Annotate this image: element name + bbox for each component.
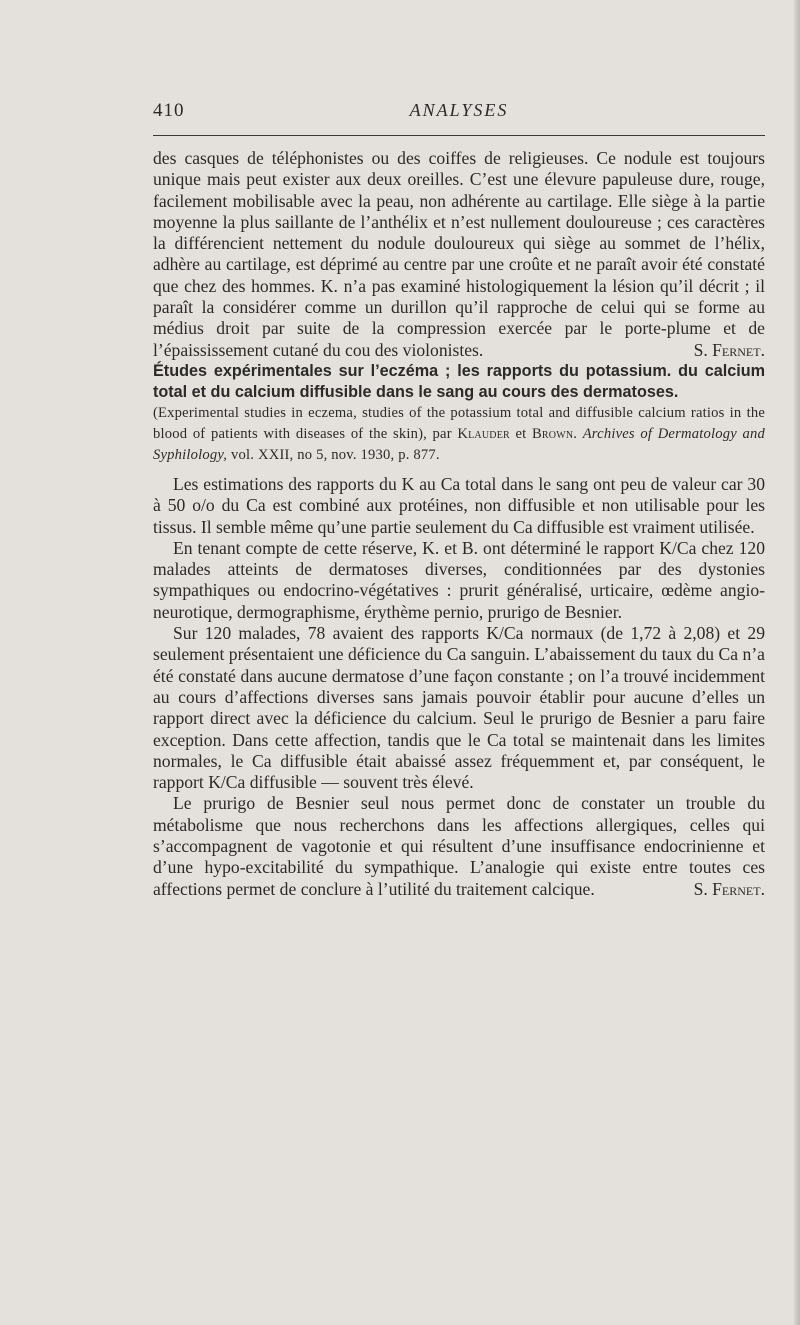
article-paragraph-4 [153, 793, 765, 899]
article-translation: (Experimental studies in eczema, studies of the potassium total and diffusible calcium ratios in the blood of patients with diseases of the skin), par [153, 404, 765, 442]
header-rule [153, 135, 765, 136]
page-number: 410 [153, 100, 185, 121]
page-header [153, 100, 765, 128]
article-paragraph-2: En tenant compte de cette réserve, K. et B. ont déterminé le rapport K/Ca chez 120 malades atteints de dermatoses diverses, conditionnées par des dystonies sympathiques ou endocrino-végétatives : prurit généralisé, urticaire, œdème angio-neurotique, dermographisme, érythème pernio, prurigo de Besnier. [153, 537, 765, 622]
page-body [153, 148, 765, 900]
page-edge [794, 0, 800, 1325]
running-head: ANALYSES [409, 100, 509, 120]
prev-article-signature: S. Fernet. [693, 339, 765, 360]
article-paragraph-3: Sur 120 malades, 78 avaient des rapports K/Ca normaux (de 1,72 à 2,08) et 29 seulement présentaient une déficience du Ca sanguin. L’abaissement du taux du Ca n’a été constaté dans aucune dermatose d’une façon constante ; on l’a trouvé incidemment au cours d’affections diverses sans jamais pouvoir établir pour aucune d’elles un rapport direct avec la déficience du calcium. Seul le prurigo de Besnier a paru faire exception. Dans cette affection, tandis que le Ca total se maintenait dans les limites normales, le Ca diffusible était abaissé assez fréquemment et, par conséquent, le rapport K/Ca diffusible — souvent très élevé. [153, 623, 765, 793]
author-1: Klauder [457, 425, 510, 442]
article-signature: S. Fernet. [693, 878, 765, 899]
article-paragraph-4-text: Le prurigo de Besnier seul nous permet donc de constater un trouble du métabolisme que nous recherchons dans les affections allergiques, celles qui s’accompagnent de vagotonie et qui résultent d’une insuffisance endocrinienne et d’une hypo-excitabilité du sympathique. L’analogie qui existe entre toutes ces affections permet de conclure à l’utilité du traitement calcique. [153, 793, 765, 899]
prev-article-paragraph [153, 148, 765, 361]
author-2: Brown. [531, 425, 578, 442]
article-reference [153, 403, 765, 466]
article-paragraph-1: Les estimations des rapports du K au Ca total dans le sang ont peu de valeur car 30 à 50 o/o du Ca est combiné aux protéines, non diffusible et non utilisable pour les tissus. Il semble même qu’une partie seulement du Ca diffusible est vraiment utilisée. [153, 473, 765, 537]
article-title: Études expérimentales sur l’eczéma ; les rapports du potassium. du calcium total et du calcium diffusible dans le sang au cours des dermatoses. [153, 361, 765, 401]
journal-citation: vol. XXII, no 5, nov. 1930, p. 877. [231, 446, 440, 463]
and-word: et [515, 425, 527, 442]
prev-article-text: des casques de téléphonistes ou des coiffes de religieuses. Ce nodule est toujours unique mais peut exister aux deux oreilles. C’est une élevure papuleuse dure, rouge, facilement mobilisable avec la peau, non adhérente au cartilage. Elle siège à la partie moyenne la plus saillante de l’anthélix et n’est nullement douloureuse ; ces caractères la différencient nettement du nodule douloureux qui siège au sommet de l’hélix, adhère au cartilage, est déprimé au centre par une croûte et ne paraît avoir été constaté que chez des hommes. K. n’a pas examiné histologiquement la lésion qu’il décrit ; il paraît la considérer comme un durillon qu’il rapproche de celui qui se forme au médius droit par suite de la compression exercée par le porte-plume et de l’épaississement cutané du cou des violonistes. [153, 148, 765, 360]
journal-name: Archives of Dermatology and Syphilology, [153, 425, 765, 463]
